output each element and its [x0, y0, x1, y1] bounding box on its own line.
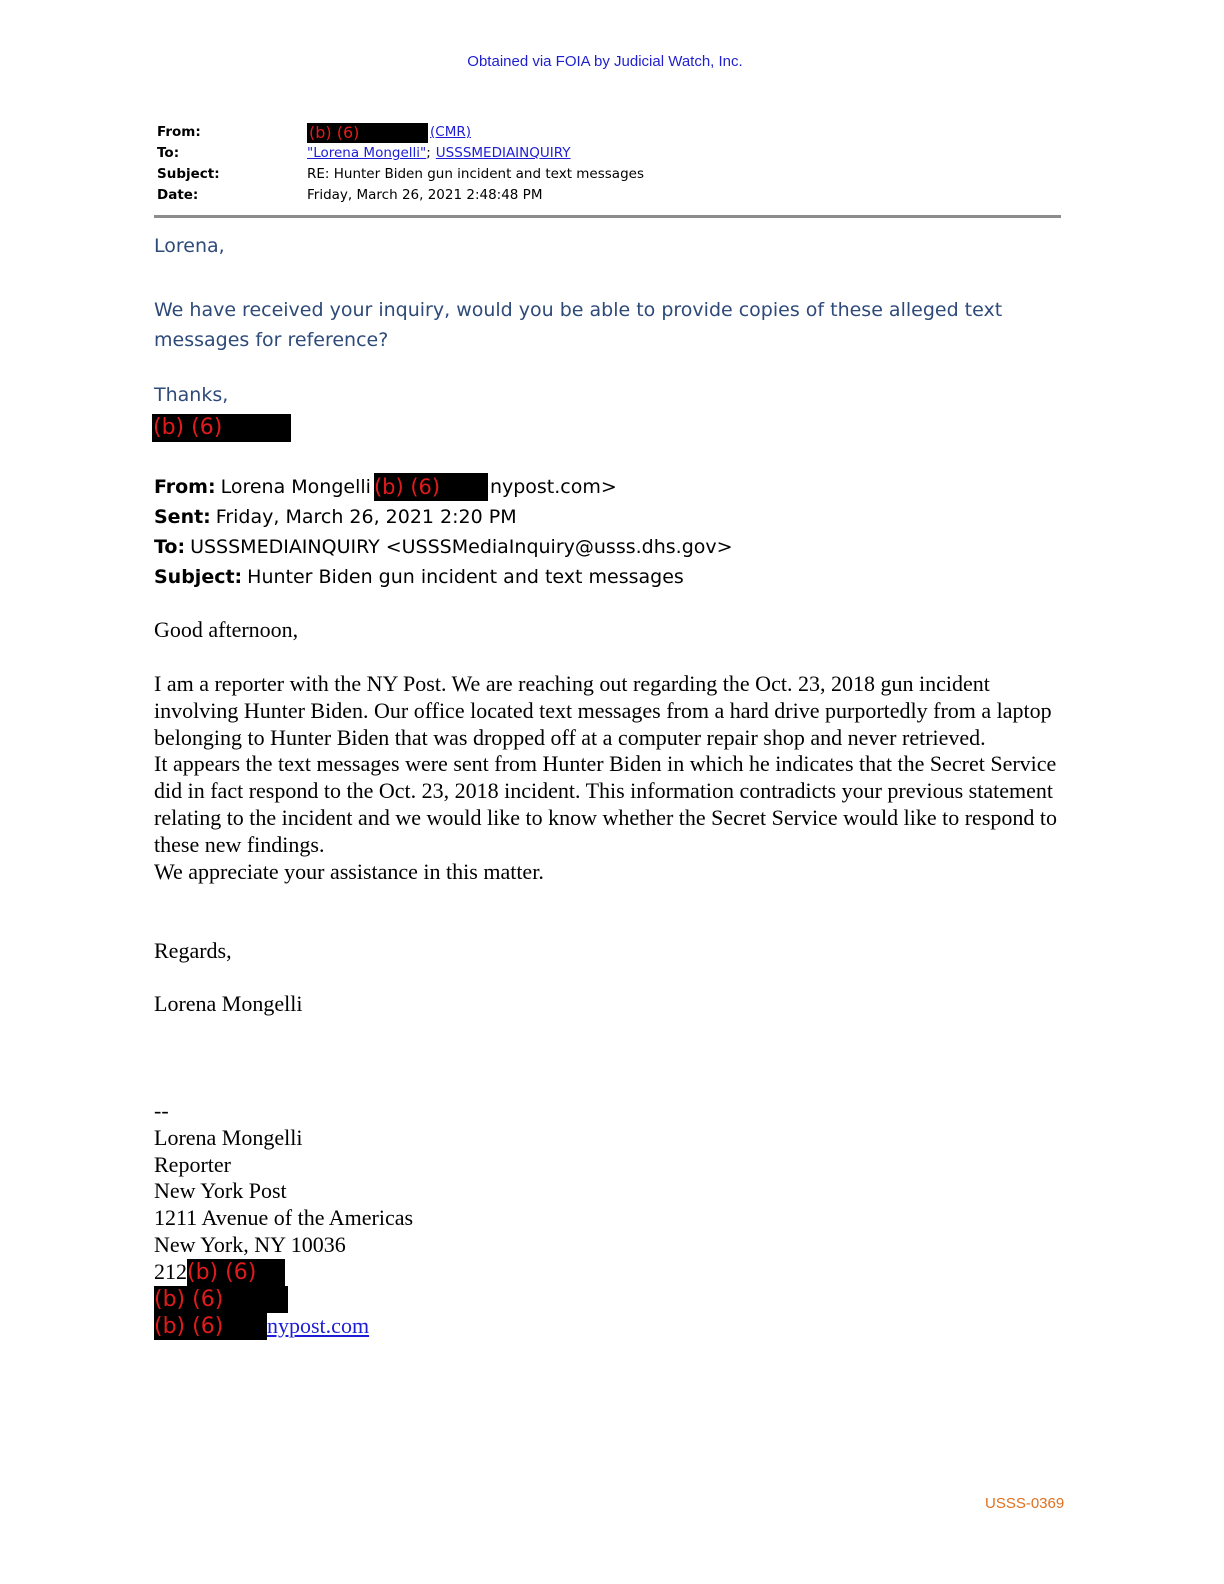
- header-subject-label: Subject:: [157, 166, 220, 182]
- message-sender-name: Lorena Mongelli: [154, 991, 303, 1016]
- header-from-label: From:: [157, 124, 201, 140]
- header-to-recipient-link[interactable]: "Lorena Mongelli": [307, 145, 427, 161]
- signature-dashes: --: [154, 1098, 169, 1123]
- header-to-mediainquiry-link[interactable]: USSSMEDIAINQUIRY: [435, 145, 571, 161]
- forwarded-from-name: Lorena Mongelli: [220, 476, 371, 498]
- forwarded-subject-label: Subject:: [154, 566, 243, 588]
- signature-email-link[interactable]: nypost.com: [267, 1312, 370, 1338]
- forwarded-to-label: To:: [154, 536, 186, 558]
- forwarded-to-value: USSSMEDIAINQUIRY <USSSMediaInquiry@usss.dhs.gov>: [190, 536, 733, 558]
- header-from-row: [157, 122, 644, 143]
- header-from-link[interactable]: (CMR): [430, 124, 471, 140]
- forwarded-sent-row: [154, 502, 733, 532]
- header-divider: [154, 215, 1061, 218]
- message-paragraph-2: It appears the text messages were sent from Hunter Biden in which he indicates that the Secret Service did in fact respond to the Oct. 23, 2018 incident. This information contradicts your previous statement relating to the incident and we would like to know whether the Secret Service would like to respond to these new findings.: [154, 751, 1057, 857]
- forwarded-sent-value: Friday, March 26, 2021 2:20 PM: [215, 506, 517, 528]
- signature-line-redaction: (b) (6): [154, 1286, 288, 1313]
- forwarded-from-domain: nypost.com>: [489, 476, 617, 498]
- header-date-value: Friday, March 26, 2021 2:48:48 PM: [307, 187, 543, 203]
- message-regards: Regards,: [154, 938, 232, 963]
- forwarded-subject-value: Hunter Biden gun incident and text messages: [247, 566, 684, 588]
- forwarded-subject-row: [154, 562, 733, 592]
- signature-phone-row: [154, 1259, 413, 1286]
- header-date-row: [157, 185, 644, 206]
- forwarded-from-label: From:: [154, 476, 216, 498]
- forwarded-header: [154, 472, 733, 592]
- signature-email-redaction: (b) (6): [154, 1313, 267, 1340]
- reply-greeting: Lorena,: [154, 235, 225, 257]
- signature-name: Lorena Mongelli: [154, 1124, 303, 1150]
- signature-block: [154, 1098, 413, 1340]
- reply-body: We have received your inquiry, would you be able to provide copies of these alleged text messages for reference?: [154, 299, 1003, 351]
- forwarded-to-row: [154, 532, 733, 562]
- header-subject-value: RE: Hunter Biden gun incident and text messages: [307, 166, 644, 182]
- message-greeting: Good afternoon,: [154, 617, 299, 642]
- signature-phone-prefix: 212: [154, 1258, 187, 1284]
- forwarded-from-redaction: (b) (6): [374, 473, 488, 501]
- foia-notice: Obtained via FOIA by Judicial Watch, Inc.: [467, 53, 743, 70]
- reply-signature-redaction: (b) (6): [152, 414, 291, 442]
- signature-redacted-row: [154, 1286, 413, 1313]
- signature-phone-redaction: (b) (6): [187, 1259, 285, 1286]
- header-date-label: Date:: [157, 187, 199, 203]
- page-id: USSS-0369: [985, 1495, 1065, 1512]
- signature-title: Reporter: [154, 1151, 231, 1177]
- signature-address-2: New York, NY 10036: [154, 1231, 346, 1257]
- header-to-row: [157, 143, 644, 164]
- header-subject-row: [157, 164, 644, 185]
- signature-email-row: [154, 1313, 413, 1340]
- forwarded-sent-label: Sent:: [154, 506, 211, 528]
- header-from-redaction: (b) (6): [307, 123, 428, 143]
- reply-closing: Thanks,: [154, 384, 229, 406]
- header-to-separator: ;: [426, 145, 431, 161]
- signature-org: New York Post: [154, 1178, 287, 1204]
- email-header: [157, 122, 644, 206]
- message-body: [154, 671, 1064, 885]
- signature-address-1: 1211 Avenue of the Americas: [154, 1205, 414, 1231]
- message-paragraph-3: We appreciate your assistance in this matter.: [154, 858, 544, 884]
- message-paragraph-1: I am a reporter with the NY Post. We are reaching out regarding the Oct. 23, 2018 gun incident involving Hunter Biden. Our office located text messages from a hard drive purportedly from a laptop belonging to Hunter Biden that was dropped off at a computer repair shop and never retrieved.: [154, 671, 1052, 750]
- forwarded-from-row: [154, 472, 733, 502]
- header-to-label: To:: [157, 145, 180, 161]
